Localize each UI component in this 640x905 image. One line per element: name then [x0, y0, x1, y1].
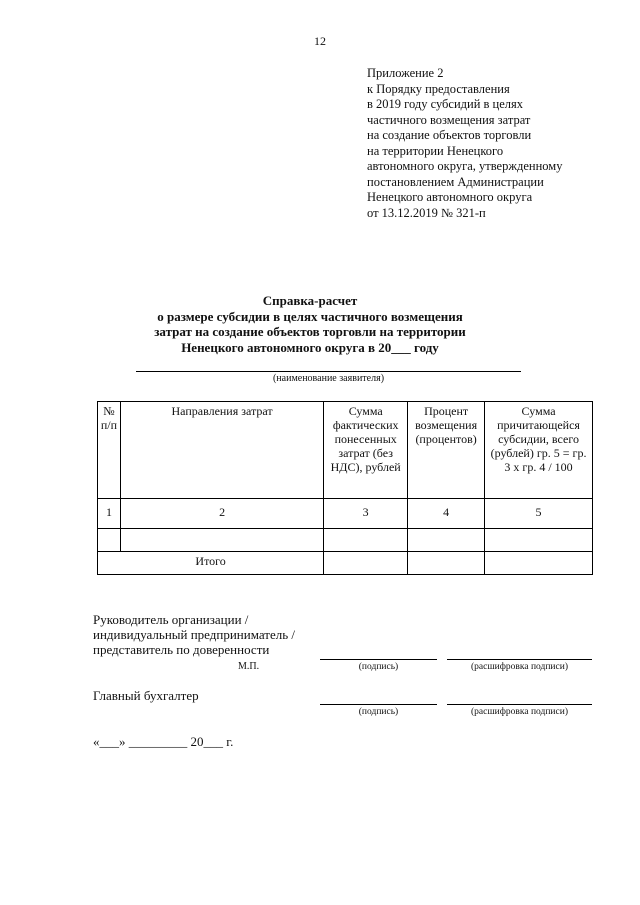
header-number: № п/п: [98, 402, 121, 499]
page-number: 12: [314, 34, 326, 48]
title-line: Ненецкого автономного округа в 20___ году: [181, 339, 439, 355]
appendix-line: автономного округа, утвержденному: [367, 159, 563, 173]
header-percent: Процент возмещения (процентов): [408, 402, 485, 499]
appendix-line: частичного возмещения затрат: [367, 112, 531, 127]
appendix-line: на территории Ненецкого: [367, 143, 504, 158]
column-number-row: [98, 499, 593, 529]
table-cell[interactable]: [408, 529, 485, 552]
total-row: [98, 552, 593, 575]
appendix-line: от 13.12.2019 № 321-п: [367, 205, 486, 220]
table-cell[interactable]: [324, 529, 408, 552]
accountant-signature-line[interactable]: [320, 704, 437, 705]
document-title: [0, 293, 620, 355]
calculation-table: [97, 401, 593, 575]
table-header-row: [98, 402, 593, 499]
header-actual-costs: Сумма фактических понесенных затрат (без НДС), рублей: [324, 402, 408, 499]
appendix-line: в 2019 году субсидий в целях: [367, 97, 524, 111]
signatory-line: индивидуальный предприниматель /: [93, 627, 296, 642]
signatory-line: Руководитель организации /: [93, 612, 249, 627]
column-number: 4: [408, 499, 485, 529]
column-number: 1: [98, 499, 121, 529]
title-line: Справка-расчет: [262, 293, 358, 308]
decoding-caption: (расшифровка подписи): [471, 662, 568, 672]
table-row: [98, 529, 593, 552]
accountant-decoding-line[interactable]: [447, 704, 592, 705]
total-cell[interactable]: [324, 552, 408, 575]
total-cell[interactable]: [408, 552, 485, 575]
head-decoding-line[interactable]: [447, 659, 592, 660]
appendix-line: на создание объектов торговли: [367, 128, 532, 142]
head-signature-line[interactable]: [320, 659, 437, 660]
header-subsidy: Сумма причитающейся субсидии, всего (рублей) гр. 5 = гр. 3 х гр. 4 / 100: [485, 402, 593, 499]
total-cell[interactable]: [485, 552, 593, 575]
title-line: о размере субсидии в целях частичного возмещения: [157, 308, 463, 324]
appendix-line: постановлением Администрации: [367, 174, 544, 189]
total-label: Итого: [98, 552, 324, 575]
column-number: 2: [120, 499, 323, 529]
signature-caption: (подпись): [358, 662, 399, 672]
table-cell[interactable]: [120, 529, 323, 552]
table-cell[interactable]: [485, 529, 593, 552]
head-signatory-label: [93, 612, 295, 657]
column-number: 5: [485, 499, 593, 529]
date-line[interactable]: «___» _________ 20___ г.: [93, 734, 234, 749]
decoding-caption: (расшифровка подписи): [471, 707, 568, 717]
signature-caption: (подпись): [358, 707, 399, 717]
appendix-line: Приложение 2: [367, 66, 444, 80]
signatory-line: представитель по доверенности: [93, 642, 270, 657]
header-direction: Направления затрат: [120, 402, 323, 499]
applicant-caption: (наименование заявителя): [272, 373, 385, 384]
appendix-line: к Порядку предоставления: [367, 81, 510, 96]
column-number: 3: [324, 499, 408, 529]
appendix-block: [367, 66, 562, 221]
table-cell[interactable]: [98, 529, 121, 552]
stamp-place: М.П.: [238, 661, 260, 672]
accountant-label: Главный бухгалтер: [93, 688, 199, 703]
appendix-line: Ненецкого автономного округа: [367, 190, 533, 204]
applicant-name-line[interactable]: [136, 371, 521, 372]
title-line: затрат на создание объектов торговли на территории: [154, 324, 466, 340]
